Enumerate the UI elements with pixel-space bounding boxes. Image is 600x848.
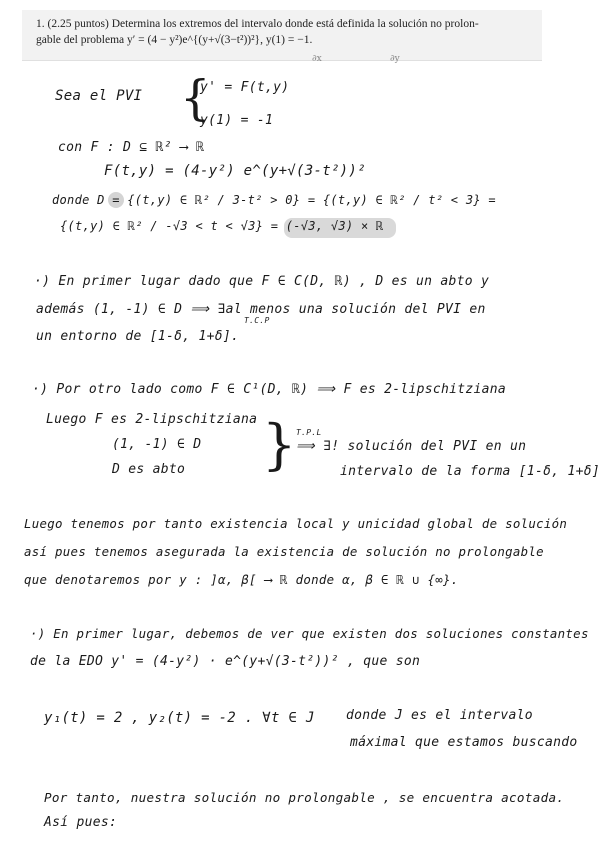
hw-line-ode: y' = F(t,y): [200, 80, 290, 95]
hw-line-constant-solutions: ·) En primer lugar, debemos de ver que existen dos soluciones constantes: [30, 626, 589, 641]
hw-line-function-domain: con F : D ⊆ ℝ² ⟶ ℝ: [58, 140, 205, 155]
hw-label-tcp: T.C.P: [244, 316, 270, 325]
hw-line-edo: de la EDO y' = (4-y²) · e^(y+√(3-t²))² , que son: [30, 654, 421, 669]
hw-line-conclusion-3: que denotaremos por y : ]α, β[ ⟶ ℝ donde α, β ∈ ℝ ∪ {∞}.: [24, 572, 459, 587]
hw-line-neighborhood: un entorno de [1-δ, 1+δ].: [36, 329, 240, 344]
hw-line-domain-set: donde D = {(t,y) ∈ ℝ² / 3-t² > 0} = {(t,y) ∈ ℝ² / t² < 3} =: [52, 193, 496, 207]
problem-line-2: gable del problema y′ = (4 − y²)e^{(y+√(3−t²))²}, y(1) = −1.: [36, 34, 313, 46]
left-brace-pvi: {: [180, 70, 211, 126]
hw-line-sea-el-pvi: Sea el PVI: [55, 88, 143, 104]
hw-line-conclusion-2: así pues tenemos asegurada la existencia de solución no prolongable: [24, 544, 544, 559]
hw-label-tpl: T.P.L: [296, 428, 322, 437]
hw-line-constant-values: y₁(t) = 2 , y₂(t) = -2 . ∀t ∈ J: [44, 710, 315, 726]
hw-line-first-argument: ·) En primer lugar dado que F ∈ C(D, ℝ) , D es un abto y: [34, 274, 490, 289]
right-brace-hypotheses: }: [262, 413, 297, 476]
problem-statement: [36, 16, 536, 48]
problem-cut-fragment-1: ∂x: [312, 54, 322, 64]
hw-line-open-domain: D es abto: [112, 462, 186, 477]
hw-line-bounded-solution: Por tanto, nuestra solución no prolongable , se encuentra acotada.: [44, 790, 565, 805]
hw-line-conclusion-1: Luego tenemos por tanto existencia local y unicidad global de solución: [24, 516, 568, 531]
hw-line-asi-pues: Así pues:: [44, 815, 118, 830]
hw-line-initial-condition: y(1) = -1: [200, 113, 274, 128]
hw-line-interval-note-2: máximal que estamos buscando: [350, 735, 578, 750]
hw-line-lipschitz: Luego F es 2-lipschitziana: [46, 412, 258, 427]
hw-line-second-argument: ·) Por otro lado como F ∈ C¹(D, ℝ) ⟹ F es 2-lipschitziana: [32, 382, 507, 397]
hw-line-unique-solution: ⟹ ∃! solución del PVI en un: [296, 439, 527, 454]
hw-line-function-definition: F(t,y) = (4-y²) e^(y+√(3-t²))²: [104, 163, 366, 179]
hw-line-point-in-domain: (1, -1) ∈ D: [112, 437, 202, 452]
hw-line-interval-form: intervalo de la forma [1-δ, 1+δ]: [340, 464, 600, 479]
hw-line-interval-note-1: donde J es el intervalo: [346, 708, 533, 723]
hw-line-existence: además (1, -1) ∈ D ⟹ ∃al menos una solución del PVI en: [36, 302, 486, 317]
problem-line-1: 1. (2.25 puntos) Determina los extremos del intervalo donde está definida la solución no prolon-: [36, 18, 479, 30]
hw-line-domain-interval: {(t,y) ∈ ℝ² / -√3 < t < √3} = (-√3, √3) × ℝ: [60, 219, 384, 233]
problem-cut-fragment-2: ∂y: [390, 54, 400, 64]
